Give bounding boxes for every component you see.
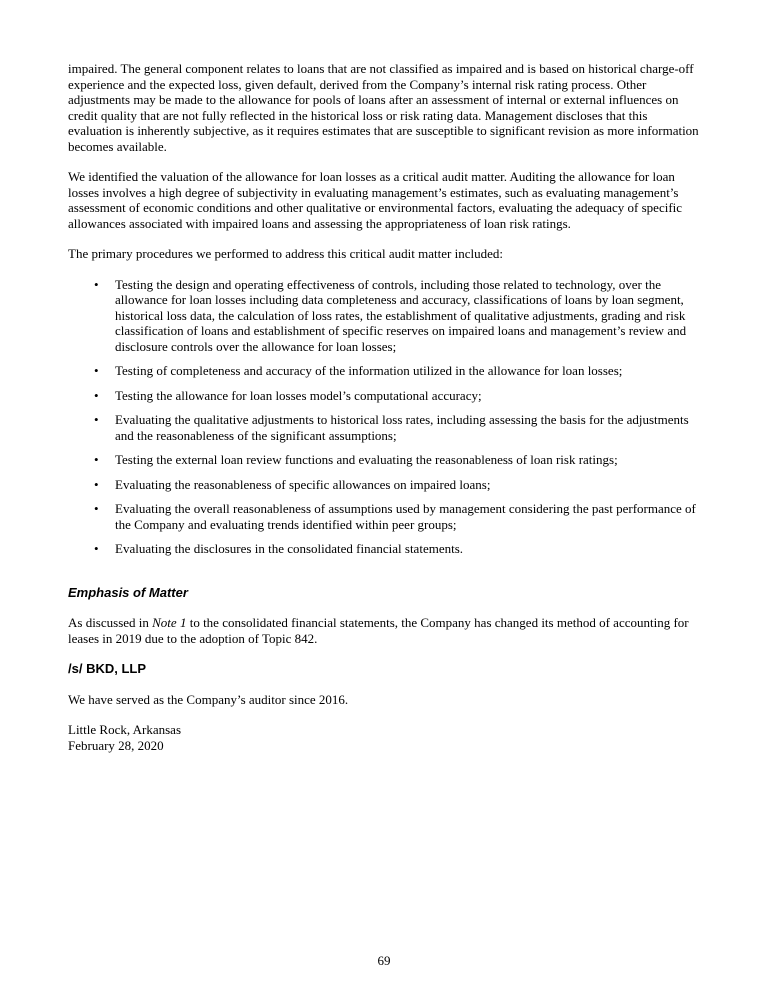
bullet-text: Testing the allowance for loan losses model’s computational accuracy; <box>115 387 482 403</box>
bullet-item <box>68 501 704 532</box>
procedures-bullet-list <box>68 277 704 557</box>
closing-date: February 28, 2020 <box>68 737 164 753</box>
document-content <box>68 61 704 753</box>
page-number: 69 <box>377 953 391 968</box>
bullet-text: Evaluating the qualitative adjustments to historical loss rates, including assessing the basis for the adjustments and the reasonableness of the significant assumptions; <box>115 412 689 443</box>
closing-block <box>68 722 704 753</box>
bullet-text: Testing of completeness and accuracy of the information utilized in the allowance for loan losses; <box>115 363 623 378</box>
bullet-marker: • <box>94 452 99 467</box>
bullet-text: Evaluating the overall reasonableness of assumptions used by management considering the past performance of the Company and evaluating trends identified within peer groups; <box>115 501 696 532</box>
bullet-marker: • <box>94 276 99 292</box>
bullet-marker: • <box>94 387 99 403</box>
bullet-item <box>68 477 704 493</box>
bullet-item <box>68 363 704 379</box>
bullet-item <box>68 388 704 404</box>
bullet-marker: • <box>94 501 99 516</box>
bullet-text: Testing the design and operating effectiveness of controls, including those related to technology, over the allowance for loan losses including data completeness and accuracy, classifications of loans by loan segment, historical loss data, the calculation of loss rates, the establishment of qualitative adjustments, grading and risk classification of loans and establishment of specific reserves on impaired loans and management’s review and disclosure controls over the allowance for loan losses; <box>115 276 687 354</box>
bullet-marker: • <box>94 541 99 556</box>
closing-location: Little Rock, Arkansas <box>68 722 182 737</box>
bullet-item <box>68 277 704 355</box>
note-1-reference: Note 1 <box>152 615 187 630</box>
bullet-marker: • <box>94 412 99 427</box>
paragraph-general-component: impaired. The general component relates to loans that are not classified as impaired and is based on historical charge-off experience and the expected loss, given default, derived from the Company’s internal risk rating process. Other adjustments may be made to the allowance for pools of loans after an assessment of internal or external influences on credit quality that are not fully reflected in the historical loss or risk rating data. Management discloses that this evaluation is inherently subjective, as it requires estimates that are susceptible to significant revision as more information becomes available. <box>68 61 699 154</box>
bullet-text: Testing the external loan review functions and evaluating the reasonableness of loan risk ratings; <box>115 452 618 467</box>
paragraph-critical-audit-matter: We identified the valuation of the allowance for loan losses as a critical audit matter. Auditing the allowance for loan losses involves a high degree of subjectivity in evaluating management’s estimates, such as evaluating management’s assessment of economic conditions and other qualitative or environmental factors, evaluating the adequacy of specific allowances associated with impaired loans and assessing the appropriateness of loan risk ratings. <box>68 169 683 231</box>
bullet-marker: • <box>94 363 99 378</box>
emphasis-text-pre: As discussed in <box>68 615 153 630</box>
bullet-item <box>68 452 704 468</box>
bullet-text: Evaluating the reasonableness of specific allowances on impaired loans; <box>115 476 491 492</box>
bullet-item <box>68 412 704 443</box>
auditor-signature: /s/ BKD, LLP <box>68 661 147 676</box>
bullet-text: Evaluating the disclosures in the consolidated financial statements. <box>115 541 464 556</box>
bullet-item <box>68 541 704 557</box>
emphasis-of-matter-heading: Emphasis of Matter <box>68 584 188 600</box>
paragraph-emphasis <box>68 615 704 646</box>
emphasis-text-post: to the consolidated financial statements, the Company has changed its method of accounting for leases in 2019 due to the adoption of Topic 842. <box>68 615 689 646</box>
paragraph-primary-procedures: The primary procedures we performed to address this critical audit matter included: <box>68 246 503 261</box>
auditor-tenure-line: We have served as the Company’s auditor since 2016. <box>68 691 349 707</box>
bullet-marker: • <box>94 476 99 492</box>
